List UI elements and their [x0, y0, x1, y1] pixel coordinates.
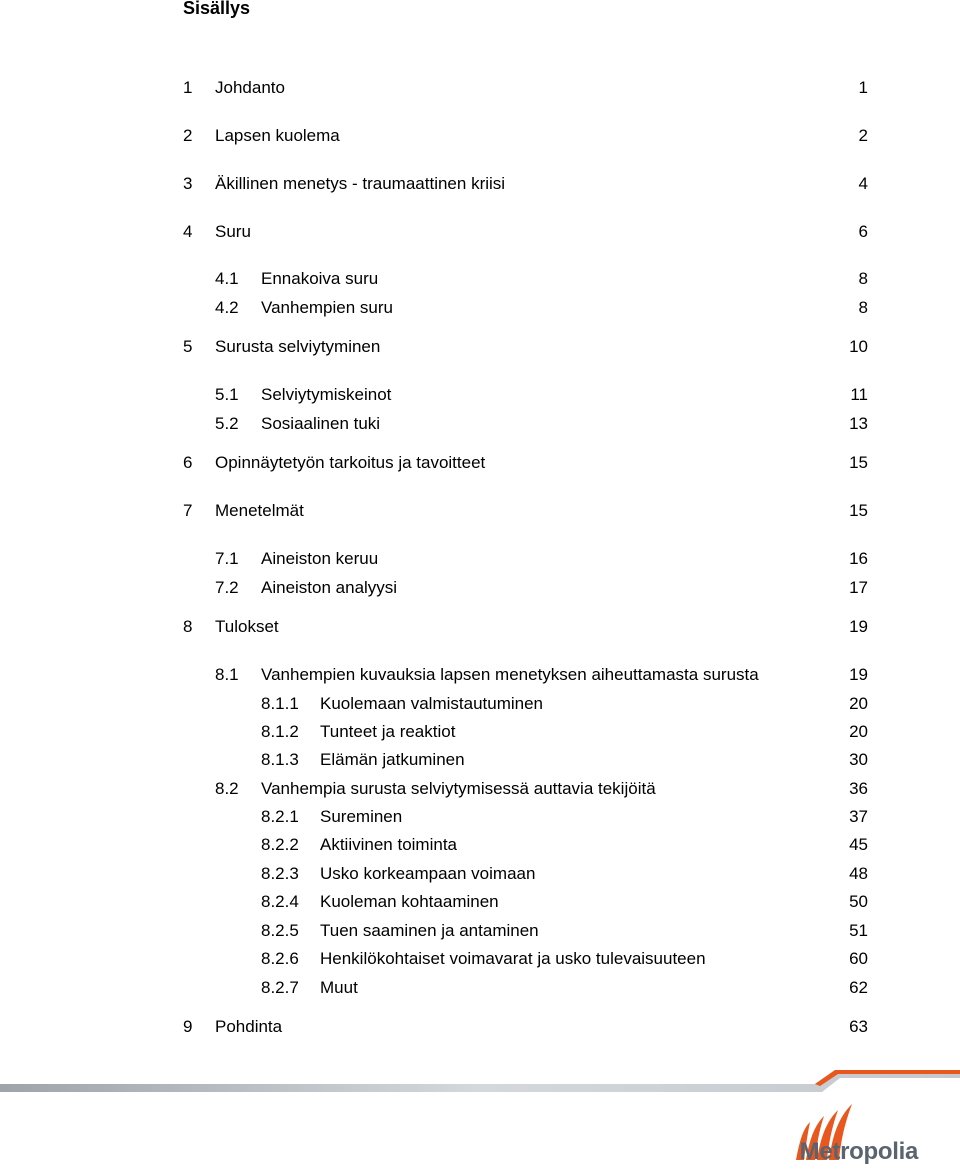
toc-entry-title: Tulokset: [215, 617, 279, 636]
toc-entry-page: 15: [849, 453, 868, 472]
toc-entry-page: 19: [849, 665, 868, 684]
toc-entry-title: Menetelmät: [215, 501, 304, 520]
toc-entry-page: 62: [849, 978, 868, 997]
toc-entry-page: 45: [849, 835, 868, 854]
toc-entry-title: Selviytymiskeinot: [261, 385, 392, 404]
toc-entry-number: 8.1.1: [261, 694, 299, 713]
toc-entry-number: 8.2.1: [261, 807, 299, 826]
toc-entry-title: Vanhempien suru: [261, 298, 393, 317]
toc-entry-number: 8.2.6: [261, 949, 299, 968]
toc-entry-number: 5: [183, 337, 193, 356]
toc-entry: [0, 500, 960, 522]
toc-entry-number: 8.2: [215, 779, 239, 798]
toc-entry: [0, 548, 960, 570]
toc-entry-page: 15: [849, 501, 868, 520]
toc-entry-number: 9: [183, 1017, 193, 1036]
toc-entry-title: Vanhempien kuvauksia lapsen menetyksen aiheuttamasta surusta: [261, 665, 759, 684]
metropolia-logo-text: Metropolia: [799, 1138, 918, 1165]
toc-entry: [0, 863, 960, 885]
toc-entry-page: 13: [849, 414, 868, 433]
toc-entry-title: Aineiston keruu: [261, 549, 379, 568]
toc-entry-number: 8.2.4: [261, 892, 299, 911]
toc-entry-number: 8: [183, 617, 193, 636]
toc-entry: [0, 834, 960, 856]
toc-entry-page: 16: [849, 549, 868, 568]
toc-entry: [0, 749, 960, 771]
toc-entry-number: 8.2.7: [261, 978, 299, 997]
toc-entry: [0, 125, 960, 147]
toc-entry-number: 7.2: [215, 578, 239, 597]
toc-entry-number: 8.1: [215, 665, 239, 684]
toc-entry-page: 37: [849, 807, 868, 826]
toc-entry-title: Tunteet ja reaktiot: [320, 722, 456, 741]
toc-entry-number: 1: [183, 78, 193, 97]
toc-entry-title: Sosiaalinen tuki: [261, 414, 381, 433]
toc-entry: [0, 77, 960, 99]
toc-entry-page: 48: [849, 864, 868, 883]
toc-entry: [0, 616, 960, 638]
toc-entry-number: 5.1: [215, 385, 239, 404]
toc-entry-title: Vanhempia surusta selviytymisessä auttavia tekijöitä: [261, 779, 656, 798]
toc-entry: [0, 664, 960, 686]
toc-entry: [0, 920, 960, 942]
toc-entry-page: 60: [849, 949, 868, 968]
toc-entry: [0, 693, 960, 715]
toc-entry: [0, 1016, 960, 1038]
toc-entry-title: Aineiston analyysi: [261, 578, 398, 597]
toc-entry-number: 8.2.2: [261, 835, 299, 854]
toc-entry-title: Pohdinta: [215, 1017, 283, 1036]
toc-entry-page: 8: [858, 269, 868, 288]
toc-entry: [0, 413, 960, 435]
toc-entry-page: 20: [849, 694, 868, 713]
toc-entry-page: 10: [849, 337, 868, 356]
toc-entry-page: 11: [850, 385, 868, 404]
toc-entry-title: Lapsen kuolema: [215, 126, 340, 145]
toc-entry-page: 51: [849, 921, 868, 940]
toc-entry-title: Kuoleman kohtaaminen: [320, 892, 499, 911]
toc-entry-page: 50: [849, 892, 868, 911]
toc-entry-page: 36: [849, 779, 868, 798]
toc-entry: [0, 806, 960, 828]
toc-entry-title: Aktiivinen toiminta: [320, 835, 458, 854]
toc-entry-page: 6: [858, 222, 868, 241]
toc-entry: [0, 221, 960, 243]
toc-entry-title: Opinnäytetyön tarkoitus ja tavoitteet: [215, 453, 486, 472]
toc-entry-number: 8.2.5: [261, 921, 299, 940]
toc-entry-number: 4: [183, 222, 193, 241]
toc-entry: [0, 778, 960, 800]
toc-entry-page: 8: [858, 298, 868, 317]
toc-entry: [0, 977, 960, 999]
toc-entry-number: 6: [183, 453, 193, 472]
toc-entry-title: Ennakoiva suru: [261, 269, 379, 288]
toc-entry-page: 17: [849, 578, 868, 597]
toc-entry-number: 4.1: [215, 269, 239, 288]
toc-entry-number: 8.1.2: [261, 722, 299, 741]
toc-entry-number: 2: [183, 126, 193, 145]
toc-entry-number: 3: [183, 174, 193, 193]
toc-entry-page: 63: [849, 1017, 868, 1036]
toc-entry-page: 20: [849, 722, 868, 741]
toc-entry: [0, 452, 960, 474]
toc-entry-page: 1: [858, 78, 868, 97]
toc-entry-number: 5.2: [215, 414, 239, 433]
toc-entry: [0, 336, 960, 358]
toc-entry-title: Usko korkeampaan voimaan: [320, 864, 536, 883]
toc-entry-title: Johdanto: [215, 78, 285, 97]
toc-entry-page: 2: [858, 126, 868, 145]
toc-entry: [0, 948, 960, 970]
toc-entry-title: Äkillinen menetys - traumaattinen kriisi: [215, 174, 506, 193]
toc-entry-title: Suru: [215, 222, 251, 241]
toc-entry-number: 8.2.3: [261, 864, 299, 883]
toc-entry-title: Sureminen: [320, 807, 403, 826]
toc-entry: [0, 268, 960, 290]
page-title: Sisällys: [183, 0, 251, 18]
toc-entry: [0, 297, 960, 319]
toc-entry-number: 7: [183, 501, 193, 520]
toc-entry-page: 4: [858, 174, 868, 193]
toc-entry-title: Surusta selviytyminen: [215, 337, 381, 356]
toc-entry-page: 19: [849, 617, 868, 636]
toc-entry-title: Tuen saaminen ja antaminen: [320, 921, 539, 940]
toc-entry-page: 30: [849, 750, 868, 769]
toc-entry: [0, 577, 960, 599]
toc-entry-title: Elämän jatkuminen: [320, 750, 465, 769]
toc-entry-number: 7.1: [215, 549, 239, 568]
toc-entry: [0, 173, 960, 195]
toc-entry: [0, 721, 960, 743]
toc-entry: [0, 384, 960, 406]
toc-entry-number: 8.1.3: [261, 750, 299, 769]
toc-entry-title: Kuolemaan valmistautuminen: [320, 694, 544, 713]
toc-entry: [0, 891, 960, 913]
toc-entry-number: 4.2: [215, 298, 239, 317]
toc-entry-title: Muut: [320, 978, 358, 997]
toc-entry-title: Henkilökohtaiset voimavarat ja usko tulevaisuuteen: [320, 949, 706, 968]
